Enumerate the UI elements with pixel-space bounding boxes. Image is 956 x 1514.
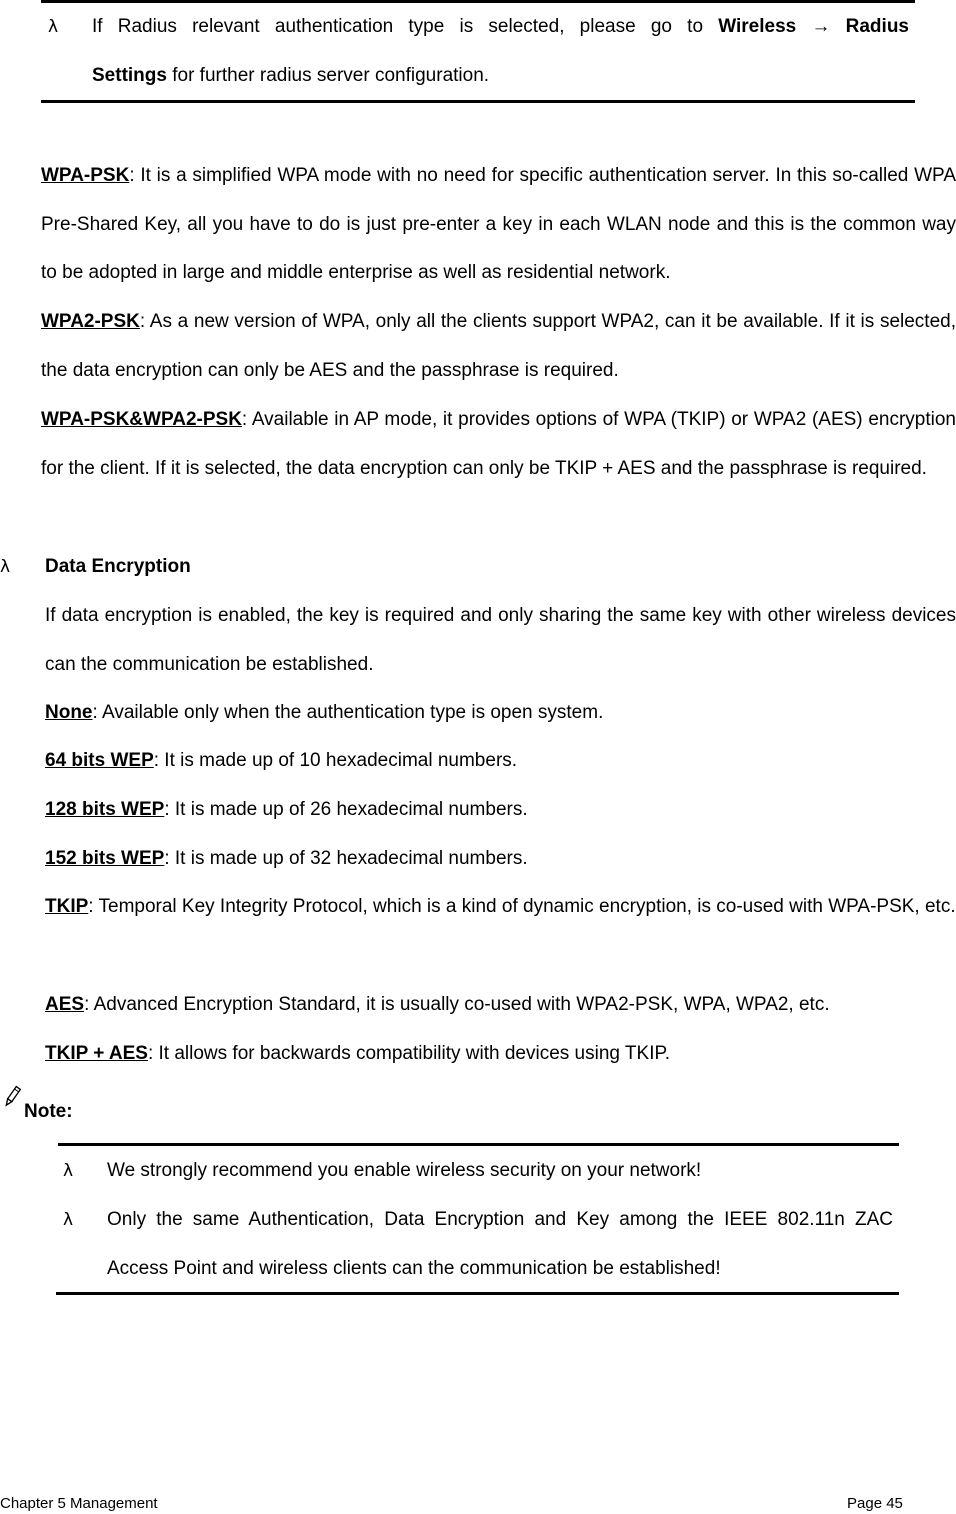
wpa-psk-term: WPA-PSK: [41, 165, 130, 186]
wpa-psk-paragraph: [41, 152, 956, 298]
top-note-text: [92, 3, 909, 100]
footer-chapter: Chapter 5 Management: [0, 1495, 158, 1512]
encryption-term-128-wep: 128 bits WEP: [45, 799, 165, 820]
encryption-desc-tkip-aes: : It allows for backwards compatibility with devices using TKIP.: [147, 1043, 670, 1064]
encryption-desc-64-wep: : It is made up of 10 hexadecimal numbers.: [153, 750, 518, 771]
encryption-desc-152-wep: : It is made up of 32 hexadecimal numbers.: [164, 848, 528, 869]
note-bullet-2: λ: [63, 1210, 74, 1230]
encryption-item-128-wep: [45, 786, 956, 835]
encryption-desc-128-wep: : It is made up of 26 hexadecimal numbers.: [164, 799, 528, 820]
encryption-term-64-wep: 64 bits WEP: [45, 750, 154, 771]
top-note-bold-wireless: Wireless: [718, 16, 797, 37]
wpa-psk-text: : It is a simplified WPA mode with no need for specific authentication server. In this so-called WPA Pre-Shared Key, all you have to do is just pre-enter a key in each WLAN node and this is the common way to be adopted in large and middle enterprise as well as residential network.: [41, 165, 956, 284]
note-bullet-1: λ: [63, 1161, 74, 1181]
encryption-term-152-wep: 152 bits WEP: [45, 848, 165, 869]
wpa-wpa2-psk-text: : Available in AP mode, it provides options of WPA (TKIP) or WPA2 (AES) encryption for the client. If it is selected, the data encryption can only be TKIP + AES and the passphrase is required.: [41, 409, 956, 479]
data-encryption-bullet: λ: [0, 557, 11, 577]
top-note-bold-radius-first: Radius: [845, 16, 909, 37]
encryption-item-152-wep: [45, 835, 956, 884]
data-encryption-intro: If data encryption is enabled, the key is required and only sharing the same key with other wireless devices can the communication be established.: [45, 605, 956, 675]
encryption-desc-tkip: : Temporal Key Integrity Protocol, which is a kind of dynamic encryption, is co-used with WPA-PSK, etc.: [88, 896, 956, 917]
encryption-term-tkip: TKIP: [45, 896, 89, 917]
encryption-item-64-wep: [45, 737, 956, 786]
top-note-rule-bottom: [41, 100, 915, 103]
top-note-text-after: for further radius server configuration.: [172, 64, 490, 86]
footer-page-number: Page 45: [847, 1495, 903, 1512]
data-encryption-heading: Data Encryption: [45, 556, 191, 577]
encryption-term-aes: AES: [45, 994, 85, 1015]
encryption-item-tkip: [45, 883, 956, 932]
pencil-icon: [0, 1085, 24, 1109]
encryption-desc-aes: : Advanced Encryption Standard, it is usually co-used with WPA2-PSK, WPA, WPA2, etc.: [84, 994, 830, 1015]
encryption-term-none: None: [45, 702, 93, 723]
wpa2-psk-term: WPA2-PSK: [41, 311, 140, 332]
note-text-1: We strongly recommend you enable wireless security on your network!: [107, 1160, 702, 1181]
wpa-wpa2-psk-term: WPA-PSK&WPA2-PSK: [41, 409, 242, 430]
note-rule-top: [58, 1143, 899, 1146]
encryption-item-tkip-aes: [45, 1030, 956, 1079]
note-rule-bottom: [56, 1292, 899, 1295]
top-note-text-before: If Radius relevant authentication type is selected, please go to: [92, 16, 704, 37]
encryption-desc-none: : Available only when the authentication type is open system.: [92, 702, 604, 723]
wpa2-psk-text: : As a new version of WPA, only all the clients support WPA2, can it be available. If it is selected, the data encryption can only be AES and the passphrase is required.: [41, 311, 956, 381]
note-label: Note:: [24, 1101, 73, 1122]
arrow-icon: →: [811, 16, 831, 37]
encryption-item-none: [45, 689, 956, 738]
top-note-bold-settings: Settings: [92, 64, 167, 86]
encryption-item-aes: [45, 981, 956, 1030]
top-note-bullet: λ: [48, 17, 59, 37]
wpa2-psk-paragraph: [41, 298, 956, 395]
note-text-2: Only the same Authentication, Data Encryption and Key among the IEEE 802.11n ZAC Access Point and wireless clients can the communication be established!: [107, 1209, 893, 1279]
wpa-wpa2-psk-paragraph: [41, 396, 956, 493]
encryption-term-tkip-aes: TKIP + AES: [45, 1043, 148, 1064]
